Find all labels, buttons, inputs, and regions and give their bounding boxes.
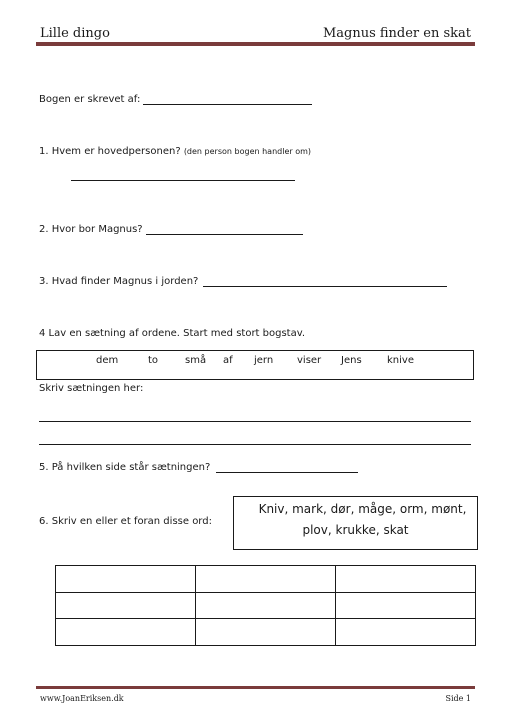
author-label: Bogen er skrevet af: bbox=[39, 94, 141, 105]
footer-rule bbox=[36, 686, 475, 689]
header-title-right: Magnus finder en skat bbox=[322, 26, 471, 41]
word-item: to bbox=[148, 355, 159, 366]
sentence-answer-line-2[interactable] bbox=[39, 444, 471, 445]
table-row bbox=[56, 619, 476, 646]
word-item: af bbox=[223, 355, 233, 366]
grid-cell[interactable] bbox=[336, 592, 476, 619]
question-3: 3. Hvad finder Magnus i jorden? bbox=[39, 276, 199, 287]
grid-cell[interactable] bbox=[56, 592, 196, 619]
word-item: dem bbox=[96, 355, 119, 366]
grid-cell[interactable] bbox=[336, 619, 476, 646]
word-item: knive bbox=[387, 355, 414, 366]
write-sentence-label: Skriv sætningen her: bbox=[39, 383, 144, 394]
question-6: 6. Skriv en eller et foran disse ord: bbox=[39, 516, 212, 527]
word-item: Jens bbox=[341, 355, 362, 366]
grid-cell[interactable] bbox=[196, 566, 336, 593]
word-list-line-1: Kniv, mark, dør, måge, orm, mønt, bbox=[258, 502, 467, 516]
grid-cell[interactable] bbox=[196, 592, 336, 619]
grid-cell[interactable] bbox=[196, 619, 336, 646]
sentence-answer-line-1[interactable] bbox=[39, 421, 471, 422]
word-list-line-2: plov, krukke, skat bbox=[302, 523, 409, 537]
word-item: viser bbox=[297, 355, 322, 366]
question-1-note: (den person bogen handler om) bbox=[183, 147, 312, 156]
question-2-answer-line[interactable] bbox=[146, 234, 303, 235]
question-1-answer-line[interactable] bbox=[71, 180, 295, 181]
question-4: 4 Lav en sætning af ordene. Start med stort bogstav. bbox=[39, 328, 306, 339]
question-5-answer-line[interactable] bbox=[216, 472, 358, 473]
header-rule bbox=[36, 42, 475, 46]
author-answer-line[interactable] bbox=[143, 104, 312, 105]
word-item: små bbox=[185, 355, 207, 366]
question-3-answer-line[interactable] bbox=[203, 286, 447, 287]
grid-cell[interactable] bbox=[56, 619, 196, 646]
question-5: 5. På hvilken side står sætningen? bbox=[39, 462, 211, 473]
table-row bbox=[56, 566, 476, 593]
answer-grid bbox=[55, 565, 476, 646]
question-1-text: 1. Hvem er hovedpersonen? bbox=[39, 146, 181, 157]
header-title-left: Lille dingo bbox=[40, 26, 110, 41]
question-2: 2. Hvor bor Magnus? bbox=[39, 224, 143, 235]
word-item: jern bbox=[254, 355, 274, 366]
table-row bbox=[56, 592, 476, 619]
question-1 bbox=[39, 146, 311, 157]
grid-cell[interactable] bbox=[336, 566, 476, 593]
footer-page-number: Side 1 bbox=[445, 694, 471, 703]
grid-cell[interactable] bbox=[56, 566, 196, 593]
footer-website: www.JoanEriksen.dk bbox=[40, 694, 124, 703]
